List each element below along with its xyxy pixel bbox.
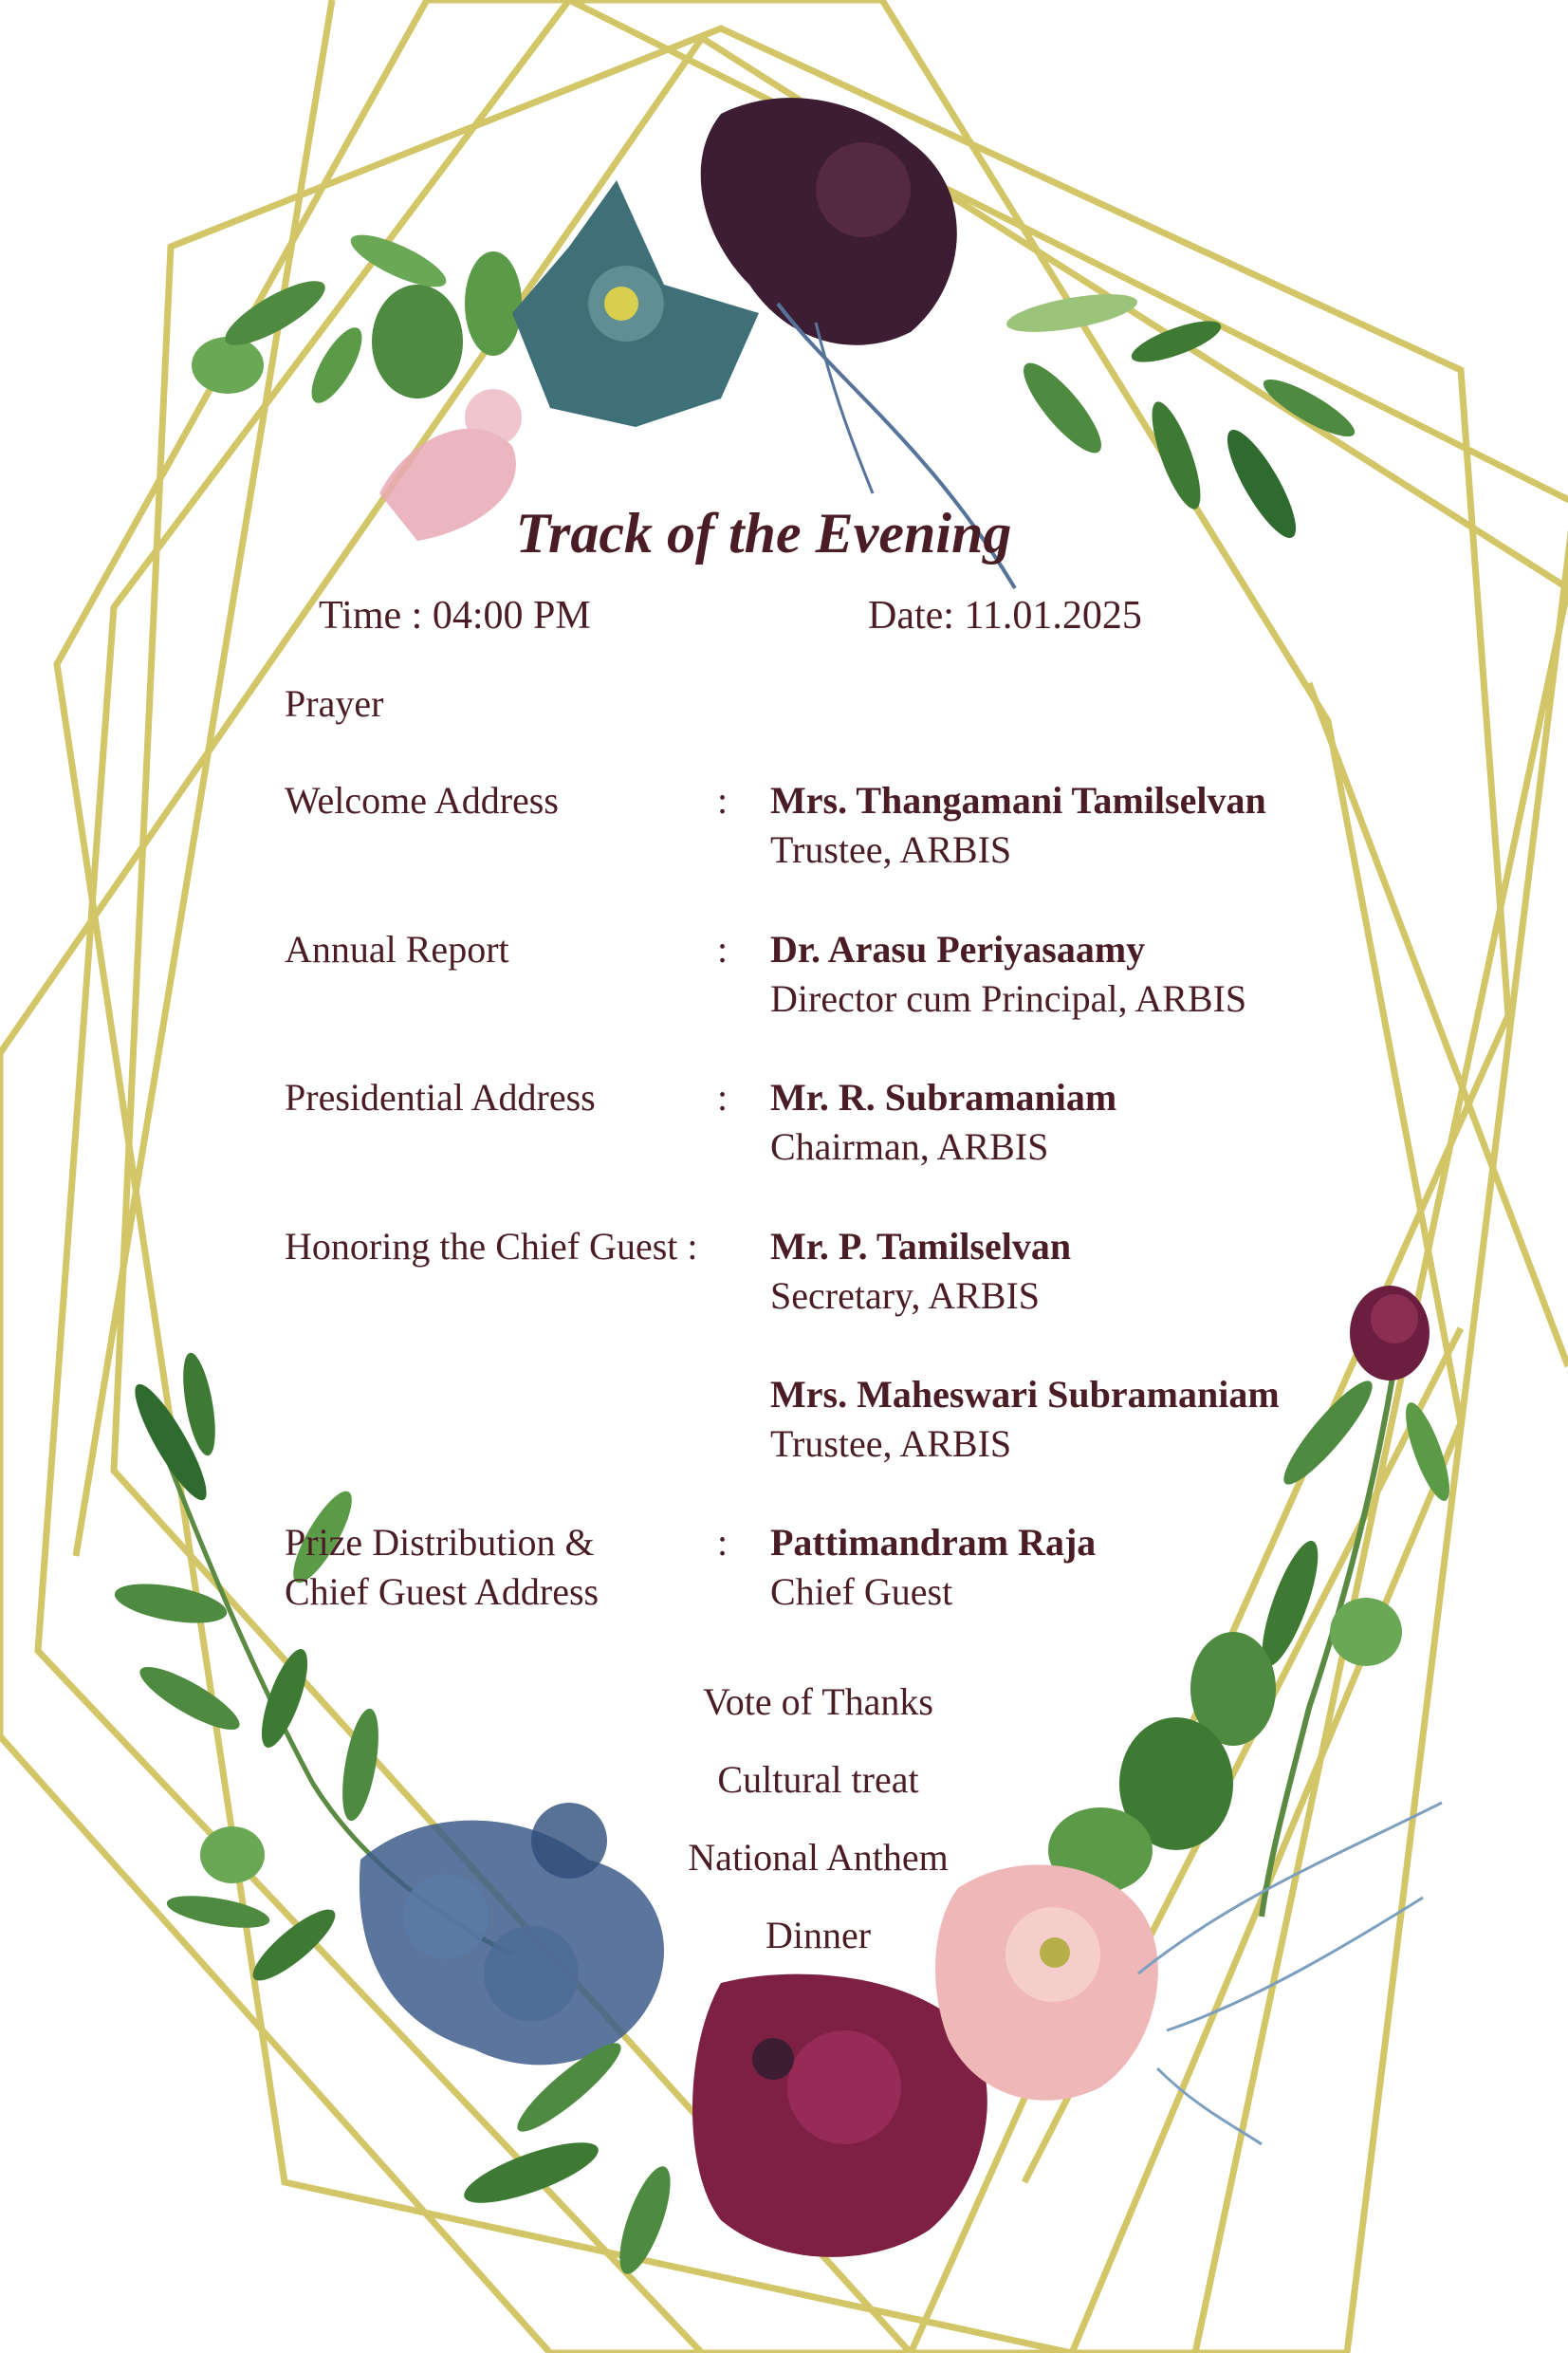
speaker-name: Mrs. Thangamani Tamilselvan: [770, 779, 1266, 822]
leaf: [465, 251, 522, 356]
speaker-name: Mr. R. Subramaniam: [770, 1076, 1117, 1119]
leaf: [1013, 353, 1113, 462]
item-prize-label: Prize Distribution &: [285, 1521, 595, 1564]
separator: :: [717, 1076, 729, 1119]
plum-peony: [816, 142, 911, 237]
leaf: [458, 2131, 605, 2215]
speaker-role: Chief Guest: [770, 1570, 953, 1613]
item-presidential-label: Presidential Address: [285, 1076, 596, 1119]
closing-item: Vote of Thanks: [703, 1680, 933, 1723]
teal-flower-center: [604, 287, 638, 321]
item-prize-label-line2: Chief Guest Address: [285, 1570, 600, 1613]
item-prayer: Prayer: [285, 682, 384, 725]
rosebud: [1371, 1294, 1418, 1343]
speaker-role: Trustee, ARBIS: [770, 828, 1012, 871]
item-honoring-label: Honoring the Chief Guest :: [285, 1225, 698, 1268]
leaf: [1330, 1598, 1402, 1666]
speaker-role: Director cum Principal, ARBIS: [770, 977, 1247, 1020]
pink-blossom: [465, 389, 522, 446]
berry-peony-center: [752, 2038, 794, 2080]
leaf: [192, 337, 264, 394]
berry-peony: [787, 2030, 901, 2144]
leaf: [1257, 370, 1360, 445]
item-welcome-label: Welcome Address: [285, 779, 559, 822]
speaker-name: Pattimandram Raja: [770, 1521, 1097, 1564]
leaf: [1004, 287, 1139, 340]
leaf: [372, 285, 463, 398]
speaker-role: Chairman, ARBIS: [770, 1125, 1049, 1168]
speaker-name: Mr. P. Tamilselvan: [770, 1225, 1072, 1268]
leaf: [1142, 397, 1209, 514]
separator: :: [717, 779, 729, 822]
event-date: Date: 11.01.2025: [868, 594, 1142, 638]
leaf: [303, 321, 372, 410]
closing-item: Dinner: [765, 1914, 872, 1956]
leaf: [1274, 1372, 1383, 1493]
separator: :: [717, 1521, 729, 1564]
fern-stem: [816, 323, 873, 493]
event-time: Time : 04:00 PM: [319, 594, 591, 638]
closing-item: National Anthem: [688, 1836, 949, 1879]
speaker-name: Mrs. Maheswari Subramaniam: [770, 1373, 1280, 1416]
speaker-name: Dr. Arasu Periyasaamy: [770, 928, 1146, 971]
closing-item: Cultural treat: [717, 1758, 919, 1801]
speaker-role: Trustee, ARBIS: [770, 1422, 1012, 1465]
page-title: Track of the Evening: [515, 502, 1012, 565]
separator: :: [717, 928, 729, 971]
leaf: [344, 225, 452, 296]
leaf: [112, 1577, 230, 1630]
speaker-role: Secretary, ARBIS: [770, 1274, 1041, 1317]
item-annual-report-label: Annual Report: [285, 928, 509, 971]
